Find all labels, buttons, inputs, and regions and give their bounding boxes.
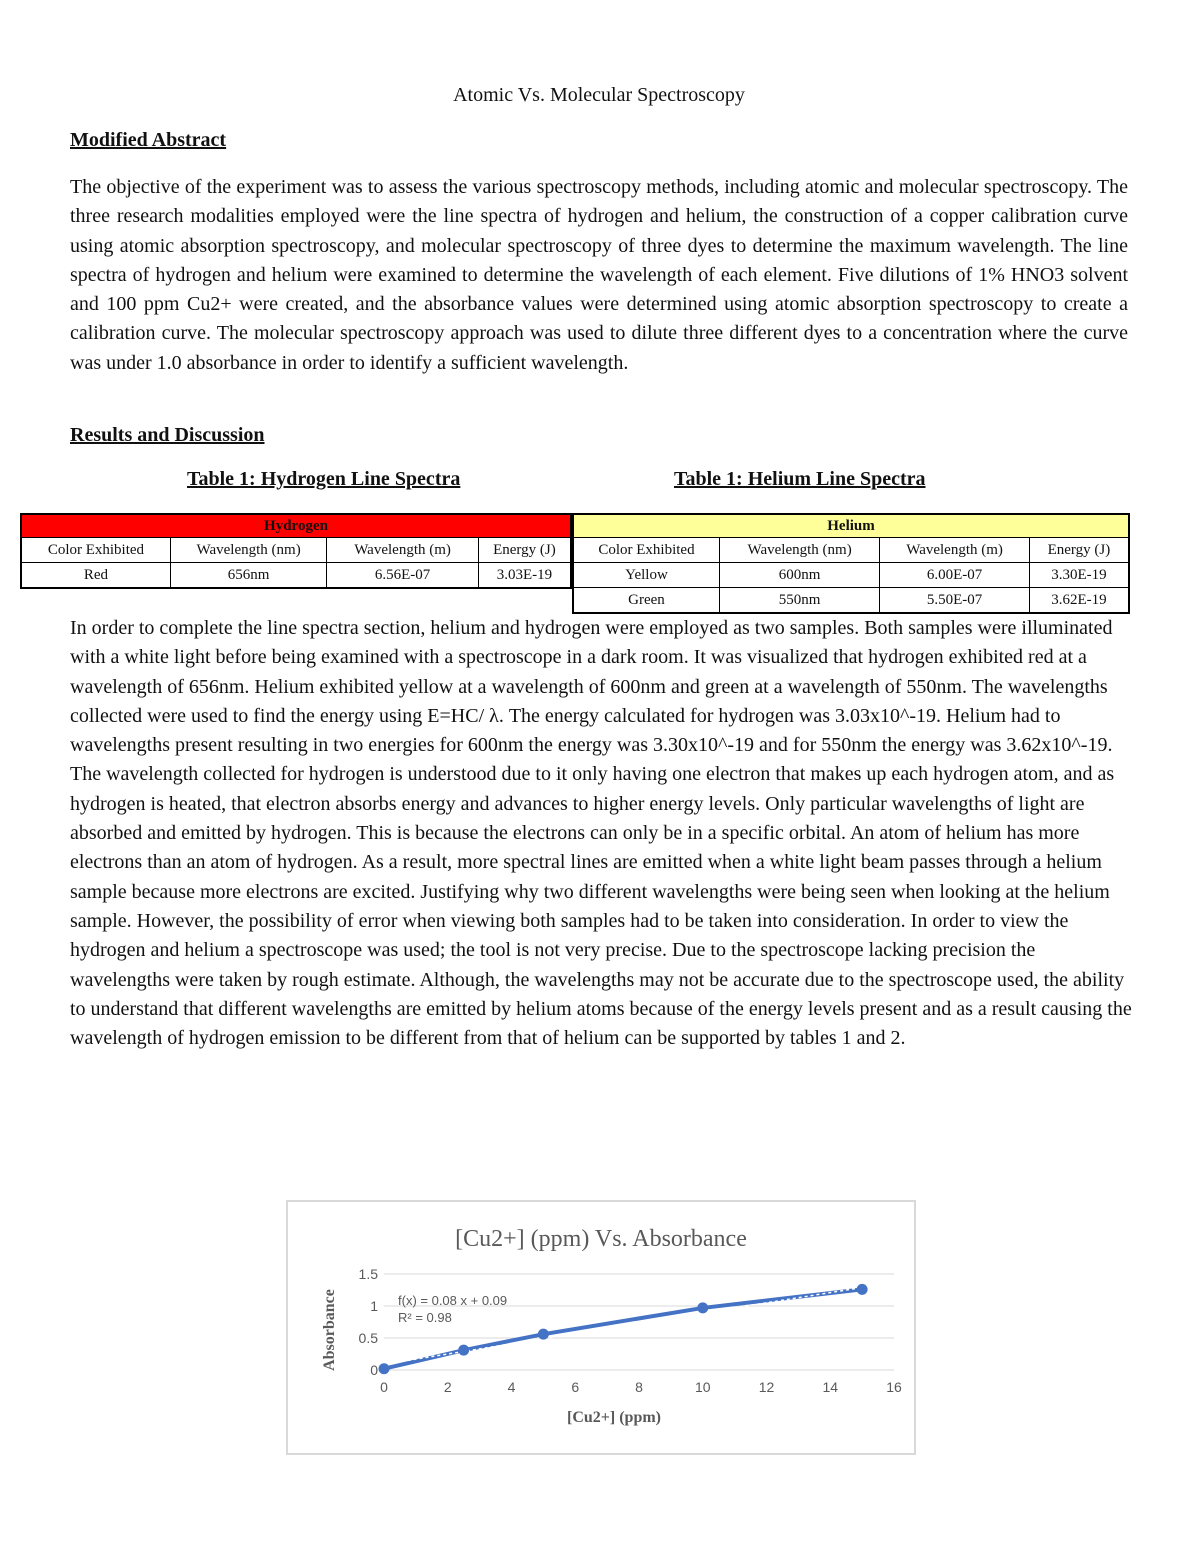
chart-data-point — [538, 1329, 549, 1340]
y-tick-label: 0 — [370, 1362, 378, 1378]
table-cell: 550nm — [719, 588, 879, 614]
table-row — [21, 563, 571, 589]
y-tick-label: 0.5 — [358, 1330, 378, 1346]
table-cell: Yellow — [573, 563, 719, 588]
chart-data-point — [697, 1302, 708, 1313]
x-tick-label: 6 — [571, 1379, 580, 1395]
table-cell: 6.56E-07 — [327, 563, 478, 589]
column-header: Wavelength (m) — [327, 538, 478, 563]
table-cell: Green — [573, 588, 719, 614]
chart-tick-labels — [359, 1266, 902, 1395]
chart-gridlines — [384, 1274, 894, 1370]
chart-x-axis-label: [Cu2+] (ppm) — [566, 1409, 662, 1426]
table-row — [573, 563, 1129, 588]
x-tick-label: 10 — [694, 1379, 711, 1395]
table-cell: 5.50E-07 — [880, 588, 1029, 614]
hydrogen-table — [20, 513, 572, 589]
abstract-paragraph: The objective of the experiment was to assess the various spectroscopy methods, including atomic and molecular spectroscopy. The three research modalities employed were the line spectra of hydrogen and helium, the construction of a copper calibration curve using atomic absorption spectroscopy, and molecular spectroscopy of three dyes to determine the maximum wavelength. The line spectra of hydrogen and helium were examined to determine the wavelength of each element. Five dilutions of 1% HNO3 solvent and 100 ppm Cu2+ were created, and the absorbance values were determined using atomic absorption spectroscopy to create a calibration curve. The molecular spectroscopy approach was used to dilute three different dyes to a concentration where the curve was under 1.0 absorbance in order to identify a sufficient wavelength. — [70, 176, 1128, 374]
x-tick-label: 4 — [507, 1379, 516, 1395]
helium-table-column-row — [573, 538, 1129, 563]
table-cell: 3.62E-19 — [1029, 588, 1129, 614]
chart-data-point — [379, 1363, 390, 1374]
results-paragraph: In order to complete the line spectra section, helium and hydrogen were employed as two samples. Both samples were illuminated with a white light before being examined with a spectroscope in a dark room. It was visualized that hydrogen exhibited red at a wavelength of 656nm. Helium exhibited yellow at a wavelength of 600nm and green at a wavelength of 550nm. The wavelengths collected were used to find the energy using E=HC/ λ. The energy calculated for hydrogen was 3.03x10^-19. Helium had to wavelengths present resulting in two energies for 600nm the energy was 3.30x10^-19 and for 550nm the energy was 3.62x10^-19. The wavelength collected for hydrogen is understood due to it only having one electron that makes up each hydrogen atom, and as hydrogen is heated, that electron absorbs energy and advances to higher energy levels. Only particular wavelengths of light are absorbed and emitted by hydrogen. This is because the electrons can only be in a specific orbital. An atom of helium has more electrons than an atom of hydrogen. As a result, more spectral lines are emitted when a white light beam passes through a helium sample because more electrons are excited. Justifying why two different wavelengths were being seen when looking at the helium sample. However, the possibility of error when viewing both samples had to be taken into consideration. In order to view the hydrogen and helium a spectroscope was used; the tool is not very precise. Due to the spectroscope lacking precision the wavelengths were taken by rough estimate. Although, the wavelengths may not be accurate due to the spectroscope used, the ability to understand that different wavelengths are emitted by helium atoms because of the energy levels present and as a result causing the wavelength of hydrogen emission to be different from that of helium can be supported by tables 1 and 2. — [70, 617, 1132, 1050]
column-header: Color Exhibited — [573, 538, 719, 563]
table-cell: 3.30E-19 — [1029, 563, 1129, 588]
x-tick-label: 8 — [635, 1379, 643, 1395]
table-cell: 600nm — [719, 563, 879, 588]
results-heading: Results and Discussion — [70, 424, 265, 446]
hydrogen-table-header: Hydrogen — [21, 514, 571, 538]
chart-y-axis-label: Absorbance — [321, 1289, 338, 1371]
hydrogen-table-column-row — [21, 538, 571, 563]
hydrogen-table-caption: Table 1: Hydrogen Line Spectra — [187, 468, 461, 490]
chart-equation-label: f(x) = 0.08 x + 0.09 — [398, 1293, 508, 1308]
chart-data-point — [458, 1345, 469, 1356]
calibration-chart — [286, 1200, 916, 1455]
calibration-chart-svg — [288, 1202, 914, 1453]
table-cell: 6.00E-07 — [880, 563, 1029, 588]
helium-table — [572, 513, 1130, 614]
y-tick-label: 1 — [370, 1298, 378, 1314]
column-header: Wavelength (nm) — [170, 538, 326, 563]
helium-table-header: Helium — [573, 514, 1129, 538]
column-header: Energy (J) — [478, 538, 571, 563]
document-title: Atomic Vs. Molecular Spectroscopy — [453, 84, 745, 106]
y-tick-label: 1.5 — [358, 1266, 378, 1282]
table-cell: Red — [21, 563, 170, 589]
x-tick-label: 12 — [758, 1379, 775, 1395]
table-cell: 3.03E-19 — [478, 563, 571, 589]
column-header: Wavelength (m) — [880, 538, 1029, 563]
x-tick-label: 14 — [822, 1379, 839, 1395]
column-header: Energy (J) — [1029, 538, 1129, 563]
chart-title: [Cu2+] (ppm) Vs. Absorbance — [455, 1226, 747, 1252]
chart-data-point — [857, 1284, 868, 1295]
x-tick-label: 16 — [886, 1379, 902, 1395]
x-tick-label: 2 — [443, 1379, 452, 1395]
x-tick-label: 0 — [380, 1379, 388, 1395]
chart-r2-label: R² = 0.98 — [398, 1310, 452, 1325]
column-header: Wavelength (nm) — [719, 538, 879, 563]
helium-table-caption: Table 1: Helium Line Spectra — [674, 468, 926, 490]
table-cell: 656nm — [170, 563, 326, 589]
table-row — [573, 588, 1129, 614]
column-header: Color Exhibited — [21, 538, 170, 563]
abstract-heading: Modified Abstract — [70, 129, 227, 151]
